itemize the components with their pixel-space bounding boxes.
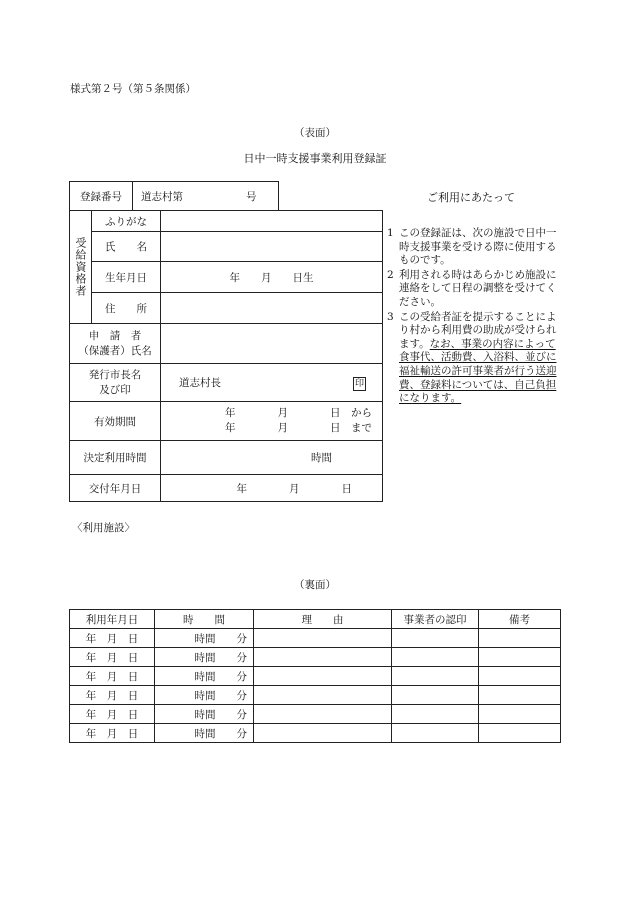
row-provider-seal[interactable] (392, 724, 479, 743)
address-label: 住 所 (92, 293, 161, 324)
applicant-label-2: （保護者）氏名 (78, 344, 152, 357)
row-provider-seal[interactable] (392, 667, 479, 686)
furigana-field[interactable] (161, 211, 383, 232)
issue-date-label: 交付年月日 (70, 475, 161, 502)
row-time[interactable]: 時間 分 (155, 724, 254, 743)
note-number: 3 (387, 310, 394, 323)
row-reason[interactable] (254, 629, 392, 648)
row-time[interactable]: 時間 分 (155, 667, 254, 686)
applicant-label-1: 申 請 者 (88, 329, 142, 342)
recipient-label-cell (70, 211, 92, 324)
reg-number-label: 登録番号 (70, 182, 133, 211)
row-reason[interactable] (254, 724, 392, 743)
note-item (387, 227, 559, 268)
note-item (387, 269, 559, 310)
row-remarks[interactable] (479, 724, 561, 743)
validity-to: 年 月 日 まで (225, 422, 372, 434)
issuer-label-1: 発行市長名 (88, 368, 142, 381)
header-remarks: 備考 (479, 610, 561, 629)
validity-from: 年 月 日 から (225, 407, 372, 419)
issuer-cell (161, 364, 383, 402)
row-date[interactable]: 年 月 日 (70, 667, 155, 686)
birth-label: 生年月日 (92, 262, 161, 293)
row-remarks[interactable] (479, 667, 561, 686)
note-text: この登録証は、次の施設で日中一時支援事業を受ける際に使用するものです。 (399, 227, 557, 267)
applicant-label-cell (70, 324, 161, 364)
note-number: 1 (387, 227, 394, 239)
row-date[interactable]: 年 月 日 (70, 686, 155, 705)
recipient-label: 受給資格者 (74, 237, 87, 297)
row-reason[interactable] (254, 648, 392, 667)
front-side-label: （表面） (294, 127, 336, 139)
row-remarks[interactable] (479, 629, 561, 648)
row-provider-seal[interactable] (392, 705, 479, 724)
seal-mark: 印 (354, 379, 364, 389)
back-side-label: （裏面） (294, 579, 336, 591)
table-row (70, 705, 561, 724)
front-title: 日中一時支援事業利用登録証 (243, 152, 387, 165)
reg-number-value: 道志村第 号 (133, 182, 279, 211)
table-row (70, 648, 561, 667)
form-number: 様式第２号（第５条関係） (70, 83, 196, 95)
hours-label: 決定利用時間 (70, 441, 161, 475)
row-reason[interactable] (254, 705, 392, 724)
row-reason[interactable] (254, 686, 392, 705)
row-provider-seal[interactable] (392, 686, 479, 705)
validity-label: 有効期間 (70, 402, 161, 441)
table-row (70, 686, 561, 705)
name-field[interactable] (161, 232, 383, 262)
header-reason: 理 由 (254, 610, 392, 629)
issuer-label-2: 及び印 (99, 383, 131, 396)
row-remarks[interactable] (479, 686, 561, 705)
row-remarks[interactable] (479, 705, 561, 724)
header-provider-seal: 事業者の認印 (392, 610, 479, 629)
furigana-label: ふりがな (92, 211, 161, 232)
row-date[interactable]: 年 月 日 (70, 648, 155, 667)
table-row (70, 724, 561, 743)
issuer-value: 道志村長 (179, 377, 221, 389)
facility-label: 〈利用施設〉 (72, 522, 135, 534)
name-label: 氏 名 (92, 232, 161, 262)
table-row (70, 629, 561, 648)
registration-number-table (69, 181, 279, 211)
birth-value[interactable]: 年 月 日生 (161, 262, 383, 293)
header-time: 時 間 (155, 610, 254, 629)
validity-cell[interactable] (161, 402, 383, 441)
row-remarks[interactable] (479, 648, 561, 667)
front-table (69, 210, 383, 502)
row-time[interactable]: 時間 分 (155, 648, 254, 667)
note-text: 利用される時はあらかじめ施設に連絡をして日程の調整を受けてください。 (399, 268, 557, 308)
usage-record-table (69, 609, 561, 743)
row-date[interactable]: 年 月 日 (70, 629, 155, 648)
row-time[interactable]: 時間 分 (155, 686, 254, 705)
notes-heading: ご利用にあたって (427, 191, 515, 204)
issue-date-value[interactable]: 年 月 日 (161, 475, 383, 502)
row-time[interactable]: 時間 分 (155, 629, 254, 648)
row-provider-seal[interactable] (392, 629, 479, 648)
table-row (70, 667, 561, 686)
note-underlined-text: なお、事業の内容によって食事代、活動費、入浴料、並びに福祉輸送の許可事業者が行う送迎費、登録料については、自己負担になります。 (399, 337, 557, 405)
row-date[interactable]: 年 月 日 (70, 705, 155, 724)
row-provider-seal[interactable] (392, 648, 479, 667)
issuer-label-cell (70, 364, 161, 402)
note-number: 2 (387, 268, 394, 281)
applicant-field[interactable] (161, 324, 383, 364)
note-item (387, 311, 559, 406)
note-text: この受給者証を提示することにより村から利用費の助成が受けられます。 (399, 310, 557, 350)
row-time[interactable]: 時間 分 (155, 705, 254, 724)
address-field[interactable] (161, 293, 383, 324)
hours-value[interactable]: 時間 (161, 441, 383, 475)
row-date[interactable]: 年 月 日 (70, 724, 155, 743)
row-reason[interactable] (254, 667, 392, 686)
notes-list (387, 227, 559, 406)
header-date: 利用年月日 (70, 610, 155, 629)
